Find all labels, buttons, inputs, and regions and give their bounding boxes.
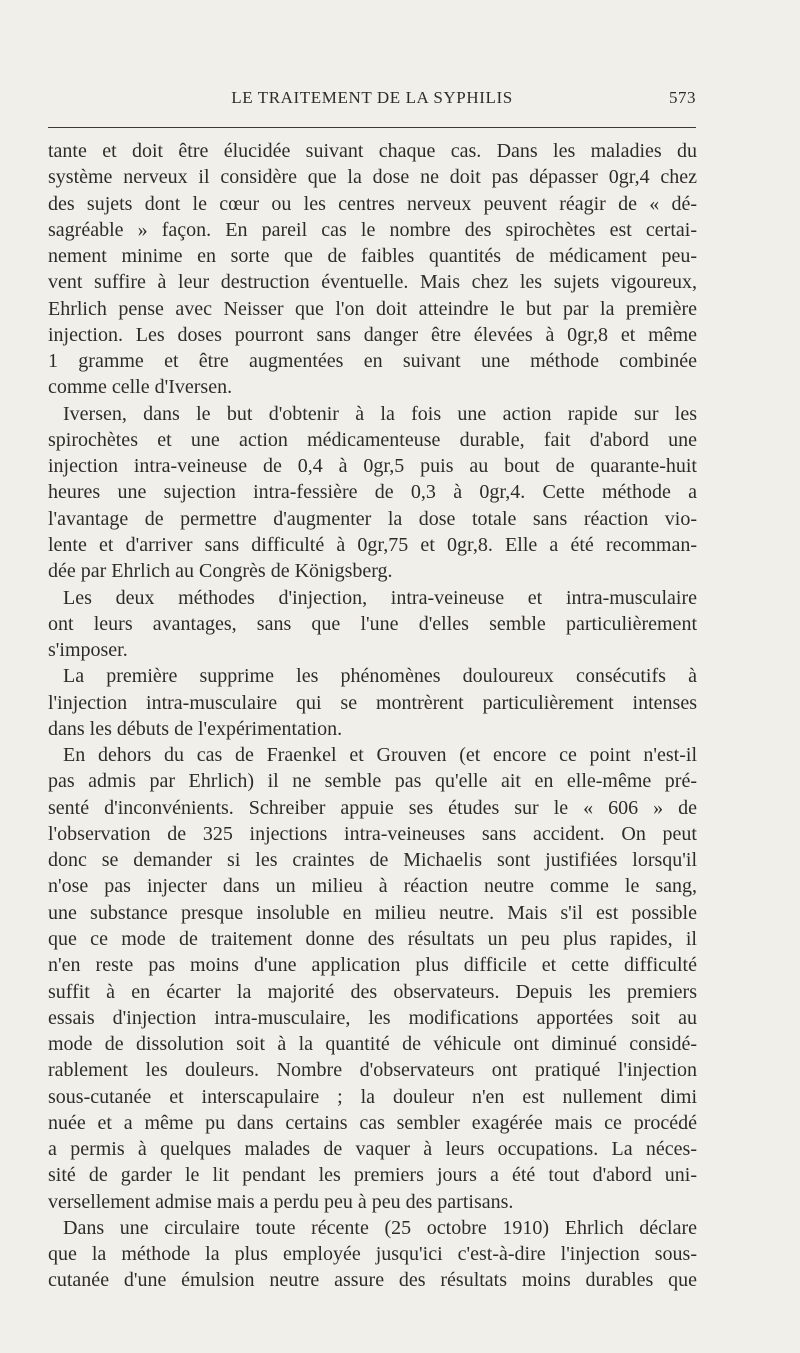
text-line: sous-cutanée et interscapulaire ; la douleur n'en est nullement dimi bbox=[48, 1085, 697, 1108]
text-line: n'ose pas injecter dans un milieu à réaction neutre comme le sang, bbox=[48, 875, 697, 898]
text-line: sagréable » façon. En pareil cas le nombre des spirochètes est certai- bbox=[48, 218, 697, 241]
text-line: vent suffire à leur destruction éventuelle. Mais chez les sujets vigoureux, bbox=[48, 271, 697, 294]
text-line: heures une sujection intra-fessière de 0,3 à 0gr,4. Cette méthode a bbox=[48, 481, 697, 504]
text-line: En dehors du cas de Fraenkel et Grouven (et encore ce point n'est-il bbox=[63, 744, 697, 767]
text-line: injection. Les doses pourront sans danger être élevées à 0gr,8 et même bbox=[48, 323, 697, 346]
text-line: essais d'injection intra-musculaire, les modifications apportées soit au bbox=[48, 1006, 697, 1029]
text-line: versellement admise mais a perdu peu à peu des partisans. bbox=[48, 1190, 514, 1213]
text-line: a permis à quelques malades de vaquer à leurs occupations. La néces- bbox=[48, 1138, 697, 1161]
text-line: l'injection intra-musculaire qui se montrèrent particulièrement intenses bbox=[48, 691, 697, 714]
text-line: lente et d'arriver sans difficulté à 0gr,75 et 0gr,8. Elle a été recomman- bbox=[48, 533, 697, 556]
running-head bbox=[48, 88, 696, 112]
text-line: des sujets dont le cœur ou les centres nerveux peuvent réagir de « dé- bbox=[48, 192, 697, 215]
text-line: nement minime en sorte que de faibles quantités de médicament peu- bbox=[48, 245, 697, 268]
text-line: Dans une circulaire toute récente (25 octobre 1910) Ehrlich déclare bbox=[63, 1216, 697, 1239]
text-line: tante et doit être élucidée suivant chaque cas. Dans les maladies du bbox=[48, 140, 697, 162]
text-line: l'avantage de permettre d'augmenter la dose totale sans réaction vio- bbox=[48, 507, 697, 530]
text-line: s'imposer. bbox=[48, 639, 128, 662]
text-line: Les deux méthodes d'injection, intra-veineuse et intra-musculaire bbox=[63, 586, 697, 609]
text-line: Ehrlich pense avec Neisser que l'on doit atteindre le but par la première bbox=[48, 297, 697, 320]
text-line: injection intra-veineuse de 0,4 à 0gr,5 puis au bout de quarante-huit bbox=[48, 455, 697, 478]
text-line: que ce mode de traitement donne des résultats un peu plus rapides, il bbox=[48, 927, 697, 950]
running-title: LE TRAITEMENT DE LA SYPHILIS bbox=[231, 88, 513, 107]
text-line: Iversen, dans le but d'obtenir à la fois une action rapide sur les bbox=[63, 402, 697, 425]
text-line: sité de garder le lit pendant les premiers jours a été tout d'abord uni- bbox=[48, 1164, 697, 1187]
text-line: rablement les douleurs. Nombre d'observateurs ont pratiqué l'injection bbox=[48, 1059, 697, 1082]
text-line: l'observation de 325 injections intra-veineuses sans accident. On peut bbox=[48, 822, 697, 845]
text-line: donc se demander si les craintes de Michaelis sont justifiées lorsqu'il bbox=[48, 849, 697, 872]
text-line: 1 gramme et être augmentées en suivant une méthode combinée bbox=[48, 350, 697, 373]
text-line: mode de dissolution soit à la quantité de véhicule ont diminué considé- bbox=[48, 1033, 697, 1056]
text-line: système nerveux il considère que la dose ne doit pas dépasser 0gr,4 chez bbox=[48, 166, 697, 189]
text-line: La première supprime les phénomènes douloureux consécutifs à bbox=[63, 665, 697, 688]
text-line: senté d'inconvénients. Schreiber appuie ses études sur le « 606 » de bbox=[48, 796, 697, 819]
text-line: suffit à en écarter la majorité des observateurs. Depuis les premiers bbox=[48, 980, 697, 1003]
text-line: comme celle d'Iversen. bbox=[48, 376, 233, 399]
text-line: spirochètes et une action médicamenteuse durable, fait d'abord une bbox=[48, 428, 697, 451]
page-number: 573 bbox=[669, 88, 696, 107]
text-line: n'en reste pas moins d'une application plus difficile et cette difficulté bbox=[48, 954, 697, 977]
text-line: nuée et a même pu dans certains cas sembler exagérée mais ce procédé bbox=[48, 1111, 697, 1134]
header-rule bbox=[48, 127, 696, 128]
text-line: dans les débuts de l'expérimentation. bbox=[48, 717, 343, 740]
text-line: cutanée d'une émulsion neutre assure des résultats moins durables que bbox=[48, 1269, 697, 1292]
text-line: que la méthode la plus employée jusqu'ici c'est-à-dire l'injection sous- bbox=[48, 1243, 697, 1266]
text-line: pas admis par Ehrlich) il ne semble pas qu'elle ait en elle-même pré- bbox=[48, 770, 697, 793]
body-text bbox=[48, 138, 697, 1294]
text-line: ont leurs avantages, sans que l'une d'elles semble particulièrement bbox=[48, 612, 697, 635]
text-line: dée par Ehrlich au Congrès de Königsberg. bbox=[48, 560, 393, 583]
text-line: une substance presque insoluble en milieu neutre. Mais s'il est possible bbox=[48, 901, 697, 924]
